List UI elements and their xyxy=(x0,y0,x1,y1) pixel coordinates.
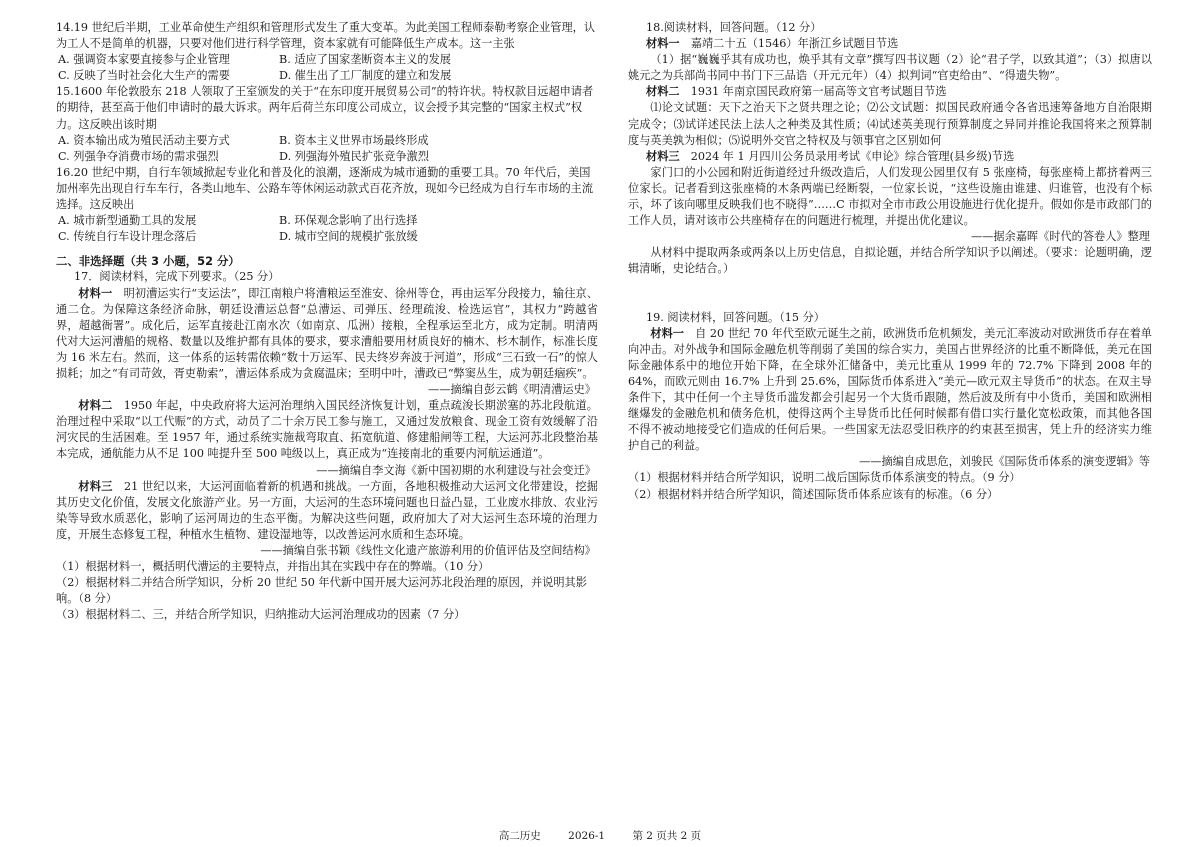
options xyxy=(56,213,598,245)
requirement-1: （1）根据材料并结合所学知识，说明二战后国际货币体系演变的特点。（9 分） xyxy=(628,471,1021,485)
option-c: C. 反映了当时社会化大生产的需要 xyxy=(58,69,230,83)
material-label: 材料二 xyxy=(78,399,113,413)
material-label: 材料一 xyxy=(78,286,113,300)
question-stem: 14.19 世纪后半期，工业革命使生产组织和管理形式发生了重大变革。为此美国工程师泰勒考察企业管理，认为工人不是简单的机器，只要对他们进行科学管理，资本家就有可能降低生产成本。这一主张 xyxy=(56,21,596,51)
question-stem: 15.1600 年伦敦股东 218 人领取了王室颁发的关于“在东印度开展贸易公司”的特许状。特权款目远超申请者的期待，甚至高于他们申请时的最大诉求。两年后荷兰东印度公司成立，议会授予其完整的“国家主权式”权力。这反映出该时期 xyxy=(56,85,594,131)
material-label: 材料三 xyxy=(646,149,680,163)
question-intro: 19. 阅读材料，回答问题。（15 分） xyxy=(646,310,825,324)
material-text: 21 世纪以来，大运河面临着新的机遇和挑战。一方面，各地积极推动大运河文化带建设，挖掘其历史文化价值，发展文化旅游产业。另一方面，大运河的生态环境问题也日益凸显，工业废水排放、农业污染等导致水质恶化，影响了运河周边的生态平衡。为解决这些问题，政府加大了对大运河生态环境的治理力度，开展生态修复工程，种植水生植物、建设湿地等，以改善运河水质和生态环境。 xyxy=(56,479,598,541)
material-2-body: ⑴论文试题：天下之治天下之贤共理之论；⑵公文试题：拟国民政府通令各省迅速筹备地方自治限期完成令；⑶试详述民法上法人之种类及其性质；⑷试述英美现行预算制度之异同并推论我国将来之预算制度与英美孰为相似；⑸说明外交官之特权及与领事官之区别如何 xyxy=(628,101,1152,147)
option-a: A. 强调资本家要直接参与企业管理 xyxy=(58,53,230,67)
options xyxy=(56,52,598,84)
material-label: 材料一 xyxy=(646,37,680,51)
option-d: D. 城市空间的规模扩张放缓 xyxy=(279,230,418,244)
material-label: 材料二 xyxy=(646,85,680,99)
right-column xyxy=(628,20,1152,503)
option-c: C. 传统自行车设计理念落后 xyxy=(58,230,197,244)
material-2-title xyxy=(628,84,1152,100)
material-label: 材料三 xyxy=(78,479,113,493)
question-14 xyxy=(56,20,598,84)
option-b: B. 适应了国家垄断资本主义的发展 xyxy=(279,53,451,67)
material-3-title xyxy=(628,149,1152,165)
spacer xyxy=(628,278,1152,294)
material-source: ——摘编自张书颖《线性文化遗产旅游利用的价值评估及空间结构》 xyxy=(260,544,596,557)
question-17 xyxy=(56,269,598,623)
material-1-title xyxy=(628,36,1152,52)
question-intro: 18.阅读材料，回答问题。（12 分） xyxy=(646,21,822,34)
requirement-1: （1）根据材料一，概括明代漕运的主要特点，并指出其在实践中存在的弊端。（10 分） xyxy=(56,560,490,574)
footer-subject: 高二历史 xyxy=(498,830,541,842)
question-15 xyxy=(56,84,598,164)
question-intro: 17．阅读材料，完成下列要求。（25 分） xyxy=(74,270,280,284)
option-d: D. 催生出了工厂制度的建立和发展 xyxy=(279,69,452,83)
option-b: B. 环保观念影响了出行选择 xyxy=(279,214,418,228)
footer-page-number: 第 2 页共 2 页 xyxy=(632,830,702,842)
left-column xyxy=(56,20,598,623)
spacer xyxy=(628,294,1152,310)
material-text: 明初漕运实行“支运法”，即江南粮户将漕粮运至淮安、徐州等仓，再由运军分段接力，输往京、通二仓。为保障这条经济命脉，朝廷设漕运总督“总漕运、司弹压、经理疏浚、检选运官”，其权力“跨越省界，超越衙署”。成化后，运军直接赴江南水次（如南京、瓜洲）接粮，全程承运至北方，成为定制。明清两代对大运河漕船的规格、数量以及维护都有具体的要求，要求漕船要用材质良好的楠木、杉木制作，标准长度为 16 米左右。然而，这一体系的运转需依赖“数十万运军、民夫终岁奔波于河道”，形成“三石致一石”的惊人损耗；加之“有司苛敛，胥吏勒索”，漕运体系成为贪腐温床；至明中叶，漕政已“弊窦丛生，成为朝廷痼疾”。 xyxy=(56,286,598,380)
option-d: D. 列强海外殖民扩张竞争激烈 xyxy=(279,149,429,163)
question-19 xyxy=(628,310,1152,503)
options xyxy=(56,133,598,165)
question-stem: 16.20 世纪中期，自行车领域掀起专业化和普及化的浪潮，逐渐成为城市通勤的重要工具。70 年代后，美国加州率先出现自行车车行，各类山地车、公路车等休闲运动款式百花齐放，现如今已经成为自行车市场的主流选择。这反映出 xyxy=(56,165,594,212)
option-c: C. 列强争夺消费市场的需求强烈 xyxy=(58,149,219,163)
material-source: ——据余嘉晖《时代的答卷人》整理 xyxy=(970,230,1150,244)
material-3-body: 家门口的小公园和附近街道经过升级改造后，人们发现公园里仅有 5 张座椅，每张座椅上都挤着两三位家长。记者看到这张座椅的木条两端已经断裂，一位家长说，“这些设施由谁建、归谁管，也没有个标示，坏了该向哪里反映我们也不晓得”……C 市拟对全市市政公用设施进行优化提升。假如你是市政部门的工作人员，请对该市公共座椅存在的问题进行梳理，并提出优化建议。 xyxy=(628,165,1152,228)
material-1 xyxy=(56,286,598,383)
question-18 xyxy=(628,20,1152,278)
option-a: A. 城市新型通勤工具的发展 xyxy=(58,214,197,228)
footer-date: 2026-1 xyxy=(568,830,606,842)
option-a: A. 资本输出成为殖民活动主要方式 xyxy=(58,133,230,147)
section-heading: 二、非选择题（共 3 小题，52 分） xyxy=(56,254,240,269)
material-3 xyxy=(56,479,598,543)
material-text: 2024 年 1 月四川公务员录用考试《申论》综合管理(县乡级)节选 xyxy=(690,149,1015,163)
question-ask: 从材料中提取两条或两条以上历史信息，自拟论题，并结合所学知识予以阐述。（要求：论题明确，逻辑清晰，史论结合。） xyxy=(628,246,1152,276)
material-1-body: （1）据“巍巍乎其有成功也，焕乎其有文章”撰写四书议题（2）论“君子学，以致其道”；（3）拟唐以姚元之为兵部尚书同中书门下三品诰（开元元年）（4）拟判词“官吏给由”、“得遗失物”。 xyxy=(628,53,1152,83)
material-source: ——摘编自李文海《新中国初期的水利建设与社会变迁》 xyxy=(316,463,596,477)
material-2 xyxy=(56,398,598,462)
material-source: ——摘编自彭云鹤《明清漕运史》 xyxy=(428,383,596,397)
material-source: ——摘编自成思危，刘骏民《国际货币体系的演变逻辑》等 xyxy=(859,455,1150,469)
page-footer xyxy=(0,828,1200,844)
material-text: 自 20 世纪 70 年代至欧元诞生之前，欧洲货币危机频发，美元汇率波动对欧洲货币存在着单向冲击。对外战争和国际金融危机等削弱了美国的综合实力，美国占世界经济的比重不断降低，美元在国际金融体系中的地位开始下降，在全球外汇储备中，美元比重从 1999 年的 72.7% 下降到 2008 年的 64%，而欧元则由 16.7% 上升到 25.6%，国际货币体系进入“美元—欧元双主导货币”的状态。在双主导条件下，其中任何一个主导货币滥发都会引起另一个大货币跟随，然后波及所有中小货币，美国和欧洲相继爆发的金融危机和债务危机，使得这两个主导货币比任何时候都有借口实行量化宽松政策，而其他各国不得不被动地接受它们造成的任何后果。一些国家无法忍受旧秩序的约束甚至损害，凭上升的经济实力维护自己的利益。 xyxy=(628,326,1152,453)
material-text: 嘉靖二十五（1546）年浙江乡试题目节选 xyxy=(690,37,899,51)
question-16 xyxy=(56,165,598,245)
requirement-2: （2）根据材料并结合所学知识，简述国际货币体系应该有的标准。（6 分） xyxy=(628,487,999,501)
material-label: 材料一 xyxy=(650,326,684,340)
requirement-3: （3）根据材料二、三，并结合所学知识，归纳推动大运河治理成功的因素（7 分） xyxy=(56,608,466,622)
material-text: 1950 年起，中央政府将大运河治理纳入国民经济恢复计划，重点疏浚长期淤塞的苏北段航道。治理过程中采取“以工代赈”的方式，动员了二十余万民工参与施工，又通过发放粮食、现金工资有效缓解了沿河灾民的生活困难。至 1957 年，通过系统实施裁弯取直、拓宽航道、修建船闸等工程，大运河苏北段整治基本完成，通航能力从不足 100 吨提升至 500 吨级以上，真正成为“连接南北的重要内河航运通道”。 xyxy=(56,399,598,461)
material-1 xyxy=(628,326,1152,455)
requirement-2: （2）根据材料二并结合所学知识，分析 20 世纪 50 年代新中国开展大运河苏北段治理的原因，并说明其影响。（8 分） xyxy=(56,576,587,606)
material-text: 1931 年南京国民政府第一届高等文官考试题目节选 xyxy=(690,85,947,99)
option-b: B. 资本主义世界市场最终形成 xyxy=(279,133,429,147)
